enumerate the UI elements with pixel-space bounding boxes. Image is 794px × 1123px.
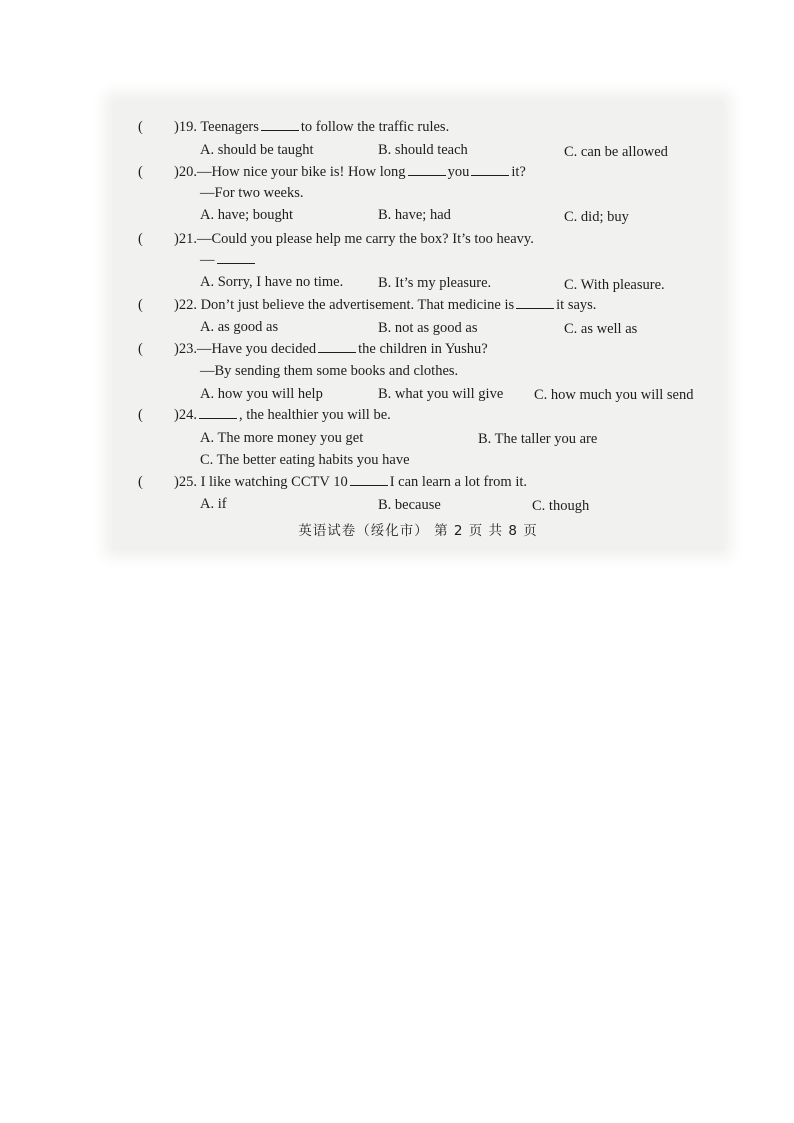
option-b: B. The taller you are — [478, 431, 598, 447]
option-c: C. did; buy — [564, 209, 629, 225]
question-22 — [112, 294, 724, 316]
answer-blank — [318, 338, 356, 353]
option-b: B. have; had — [378, 207, 451, 223]
question-stem — [174, 116, 449, 138]
option-c: C. though — [532, 498, 590, 514]
page-footer: 英语试卷（绥化市） 第 2 页 共 8 页 — [298, 523, 538, 539]
question-stem — [174, 471, 527, 493]
option-b: B. what you will give — [378, 386, 504, 402]
stem-text: )24. — [174, 407, 197, 423]
option-c: C. With pleasure. — [564, 277, 665, 293]
dialogue-reply: —For two weeks. — [200, 185, 304, 201]
option-b: B. because — [378, 497, 441, 513]
option-c: C. The better eating habits you have — [200, 452, 410, 468]
stem-text: , the healthier you will be. — [238, 407, 391, 423]
question-stem — [174, 161, 526, 183]
question-25 — [112, 471, 724, 493]
option-a: A. should be taught — [200, 142, 314, 158]
option-c: C. how much you will send — [534, 387, 694, 403]
stem-text: )22. Don’t just believe the advertisement. That medicine is — [174, 297, 515, 313]
question-19 — [112, 116, 724, 138]
dialogue-reply — [200, 249, 257, 271]
question-23 — [112, 338, 724, 360]
option-a: A. The more money you get — [200, 430, 364, 446]
answer-blank — [199, 404, 237, 419]
question-24 — [112, 404, 724, 426]
option-a: A. Sorry, I have no time. — [200, 274, 344, 290]
answer-blank — [350, 471, 388, 486]
stem-text: )20.—How nice your bike is! How long — [174, 164, 406, 180]
answer-bracket: ( — [138, 164, 143, 180]
option-b: B. not as good as — [378, 320, 478, 336]
answer-blank — [408, 161, 446, 176]
stem-text: you — [447, 164, 470, 180]
reply-dash: — — [200, 252, 215, 268]
answer-bracket: ( — [138, 341, 143, 357]
stem-text: it? — [511, 164, 526, 180]
stem-text: I can learn a lot from it. — [389, 474, 528, 490]
option-b: B. should teach — [378, 142, 468, 158]
dialogue-reply: —By sending them some books and clothes. — [200, 363, 459, 379]
answer-bracket: ( — [138, 231, 143, 247]
stem-text: to follow the traffic rules. — [300, 119, 450, 135]
stem-text: )19. Teenagers — [174, 119, 259, 135]
option-c: C. can be allowed — [564, 144, 668, 160]
question-stem: )21.—Could you please help me carry the box? It’s too heavy. — [174, 231, 534, 247]
option-a: A. how you will help — [200, 386, 323, 402]
stem-text: )25. I like watching CCTV 10 — [174, 474, 348, 490]
question-stem — [174, 294, 596, 316]
answer-blank — [217, 249, 255, 264]
answer-blank — [471, 161, 509, 176]
option-b: B. It’s my pleasure. — [378, 275, 492, 291]
answer-bracket: ( — [138, 474, 143, 490]
stem-text: the children in Yushu? — [358, 341, 488, 357]
stem-text: it says. — [556, 297, 597, 313]
question-20 — [112, 161, 724, 183]
stem-text: )23.—Have you decided — [174, 341, 317, 357]
option-c: C. as well as — [564, 321, 638, 337]
answer-bracket: ( — [138, 297, 143, 313]
option-a: A. as good as — [200, 319, 279, 335]
question-21 — [112, 228, 724, 250]
question-stem — [174, 404, 391, 426]
option-a: A. if — [200, 496, 227, 512]
answer-blank — [516, 294, 554, 309]
answer-blank — [261, 116, 299, 131]
answer-bracket: ( — [138, 407, 143, 423]
scanned-page — [112, 100, 724, 550]
answer-bracket: ( — [138, 119, 143, 135]
option-a: A. have; bought — [200, 207, 294, 223]
question-stem — [174, 338, 488, 360]
